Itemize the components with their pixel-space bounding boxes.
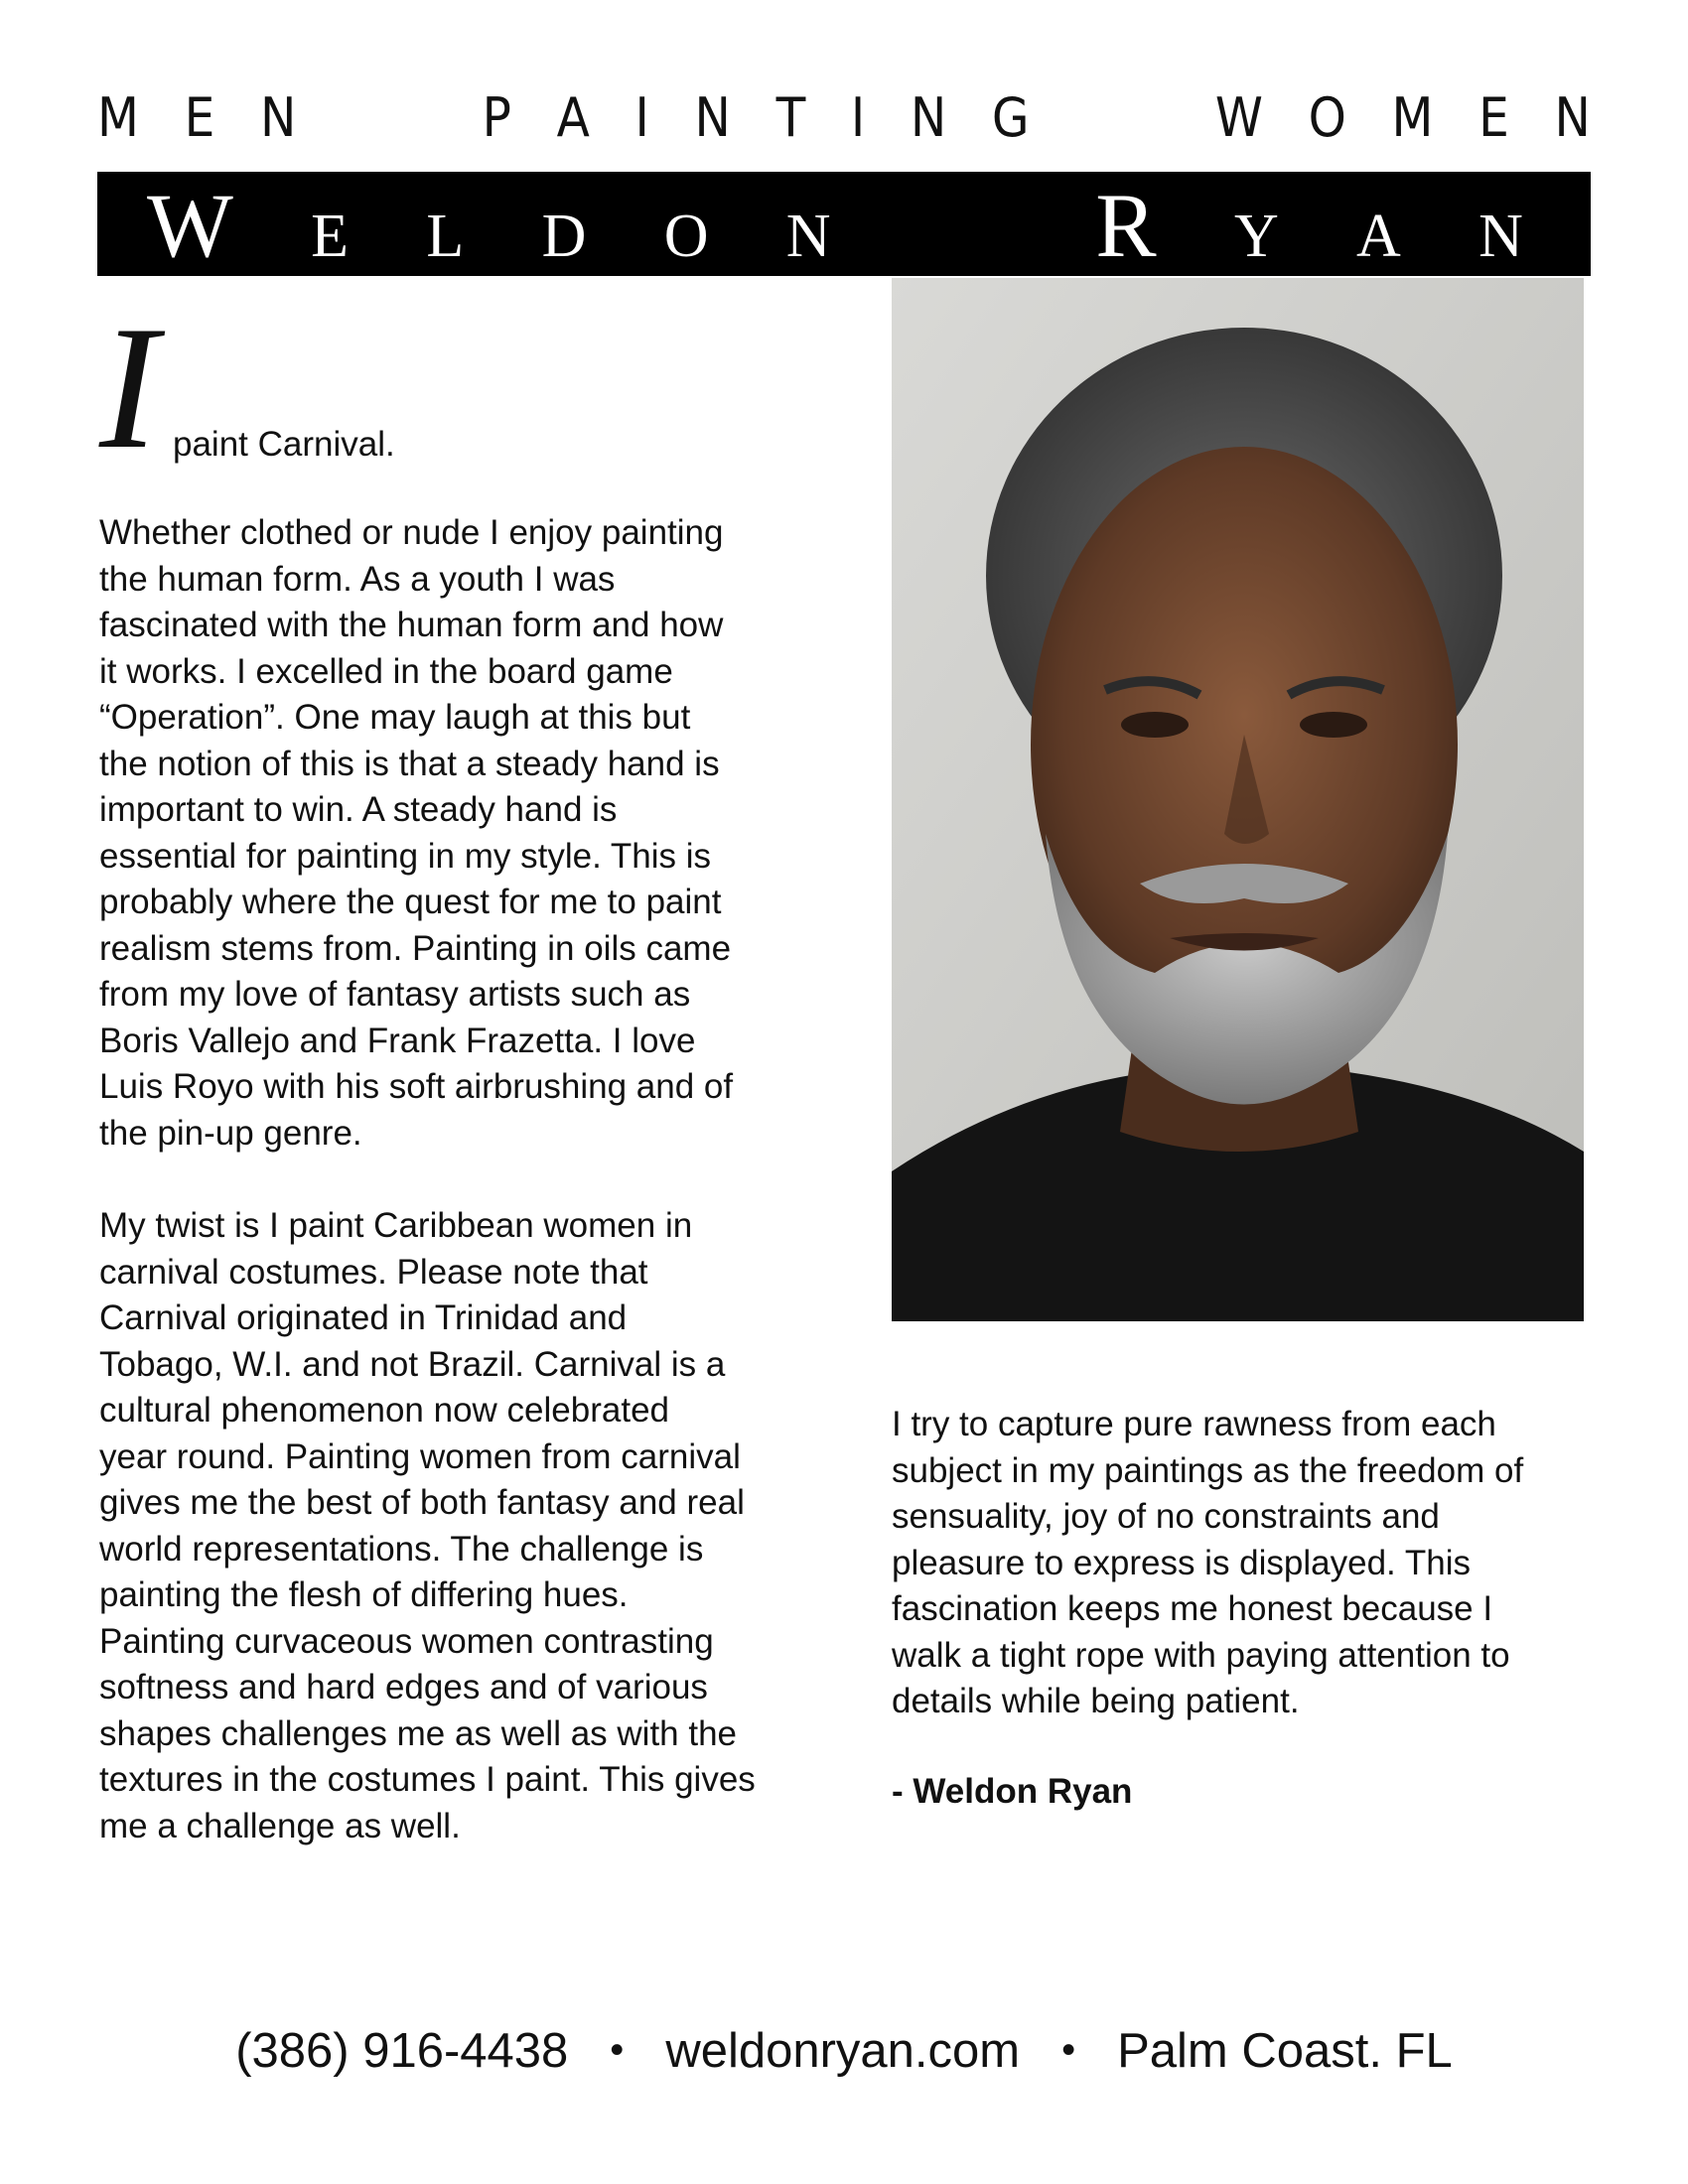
- text-line: me a challenge as well.: [99, 1806, 461, 1845]
- location-text: Palm Coast. FL: [1117, 2024, 1453, 2078]
- text-line: “Operation”. One may laugh at this but: [99, 698, 691, 737]
- text-line: Tobago, W.I. and not Brazil. Carnival is a: [99, 1344, 726, 1384]
- drop-cap: I: [99, 289, 159, 485]
- first-name-letter: N: [785, 203, 831, 270]
- first-name-letter: L: [426, 203, 465, 270]
- text-line: fascinated with the human form and how: [99, 606, 724, 644]
- kicker-letter: E: [184, 86, 215, 149]
- paragraph-2: [99, 1203, 814, 1849]
- text-line: important to win. A steady hand is: [99, 790, 618, 829]
- phone-number: (386) 916-4438: [235, 2024, 569, 2078]
- text-line: pleasure to express is displayed. This: [892, 1543, 1471, 1582]
- kicker-letter: N: [910, 86, 947, 149]
- intro: [99, 289, 794, 485]
- first-name-letter: D: [541, 203, 587, 270]
- kicker-letter: P: [482, 86, 511, 149]
- intro-text: paint Carnival.: [173, 425, 395, 464]
- header-kicker: [97, 86, 1591, 149]
- text-line: the notion of this is that a steady hand is: [99, 744, 720, 783]
- text-line: the pin-up genre.: [99, 1113, 362, 1153]
- artist-portrait-photo: [892, 278, 1584, 1321]
- text-line: world representations. The challenge is: [99, 1529, 704, 1569]
- text-line: it works. I excelled in the board game: [99, 651, 673, 691]
- kicker-letter: M: [1391, 86, 1434, 149]
- portrait-illustration: [892, 278, 1584, 1321]
- signature: - Weldon Ryan: [892, 1772, 1133, 1811]
- kicker-letter: N: [259, 86, 297, 149]
- text-line: walk a tight rope with paying attention to: [892, 1635, 1510, 1675]
- text-line: from my love of fantasy artists such as: [99, 975, 691, 1014]
- text-line: the human form. As a youth I was: [99, 559, 616, 599]
- text-line: essential for painting in my style. This is: [99, 836, 712, 876]
- kicker-letter: I: [850, 86, 866, 149]
- last-name-letter: A: [1356, 203, 1401, 270]
- first-name-letter: E: [311, 203, 350, 270]
- kicker-letter: M: [97, 86, 139, 149]
- text-line: softness and hard edges and of various: [99, 1668, 708, 1706]
- kicker-letter: A: [556, 86, 590, 149]
- kicker-letter: I: [634, 86, 649, 149]
- paragraph-1: [99, 510, 814, 1157]
- text-line: details while being patient.: [892, 1682, 1300, 1720]
- paragraph-3: [892, 1402, 1597, 1725]
- text-line: realism stems from. Painting in oils came: [99, 928, 732, 968]
- text-line: subject in my paintings as the freedom of: [892, 1450, 1524, 1490]
- text-line: probably where the quest for me to paint: [99, 883, 722, 921]
- first-name-letter: O: [663, 203, 709, 270]
- kicker-letter: N: [694, 86, 731, 149]
- kicker-letter: W: [1214, 86, 1263, 149]
- kicker-letter: T: [775, 86, 806, 149]
- text-line: year round. Painting women from carnival: [99, 1436, 741, 1476]
- text-line: Luis Royo with his soft airbrushing and of: [99, 1067, 734, 1106]
- text-line: shapes challenges me as well as with the: [99, 1713, 738, 1753]
- kicker-letter: G: [991, 86, 1030, 149]
- first-name-initial: W: [147, 175, 233, 276]
- text-line: fascination keeps me honest because I: [892, 1589, 1493, 1628]
- text-line: Painting curvaceous women contrasting: [99, 1621, 714, 1661]
- kicker-letter: O: [1308, 86, 1346, 149]
- name-banner: [97, 172, 1591, 276]
- text-line: sensuality, joy of no constraints and: [892, 1497, 1440, 1536]
- last-name-letter: N: [1478, 203, 1523, 270]
- text-line: Carnival originated in Trinidad and: [99, 1298, 628, 1337]
- text-line: I try to capture pure rawness from each: [892, 1405, 1496, 1443]
- text-line: carnival costumes. Please note that: [99, 1252, 648, 1292]
- last-name-initial: R: [1095, 175, 1157, 276]
- kicker-letter: E: [1478, 86, 1509, 149]
- kicker-letter: N: [1554, 86, 1591, 149]
- text-line: My twist is I paint Caribbean women in: [99, 1206, 693, 1245]
- contact-footer: [0, 2020, 1688, 2081]
- separator-dot: •: [610, 2028, 625, 2072]
- text-line: Whether clothed or nude I enjoy painting: [99, 513, 724, 552]
- text-line: cultural phenomenon now celebrated: [99, 1391, 669, 1430]
- website-link[interactable]: weldonryan.com: [665, 2024, 1021, 2078]
- text-line: gives me the best of both fantasy and real: [99, 1483, 745, 1522]
- artist-name: [147, 175, 1523, 276]
- text-line: textures in the costumes I paint. This gives: [99, 1760, 756, 1799]
- text-line: painting the flesh of differing hues.: [99, 1575, 629, 1614]
- last-name-letter: Y: [1233, 203, 1279, 270]
- text-line: Boris Vallejo and Frank Frazetta. I love: [99, 1021, 696, 1060]
- separator-dot: •: [1061, 2028, 1076, 2072]
